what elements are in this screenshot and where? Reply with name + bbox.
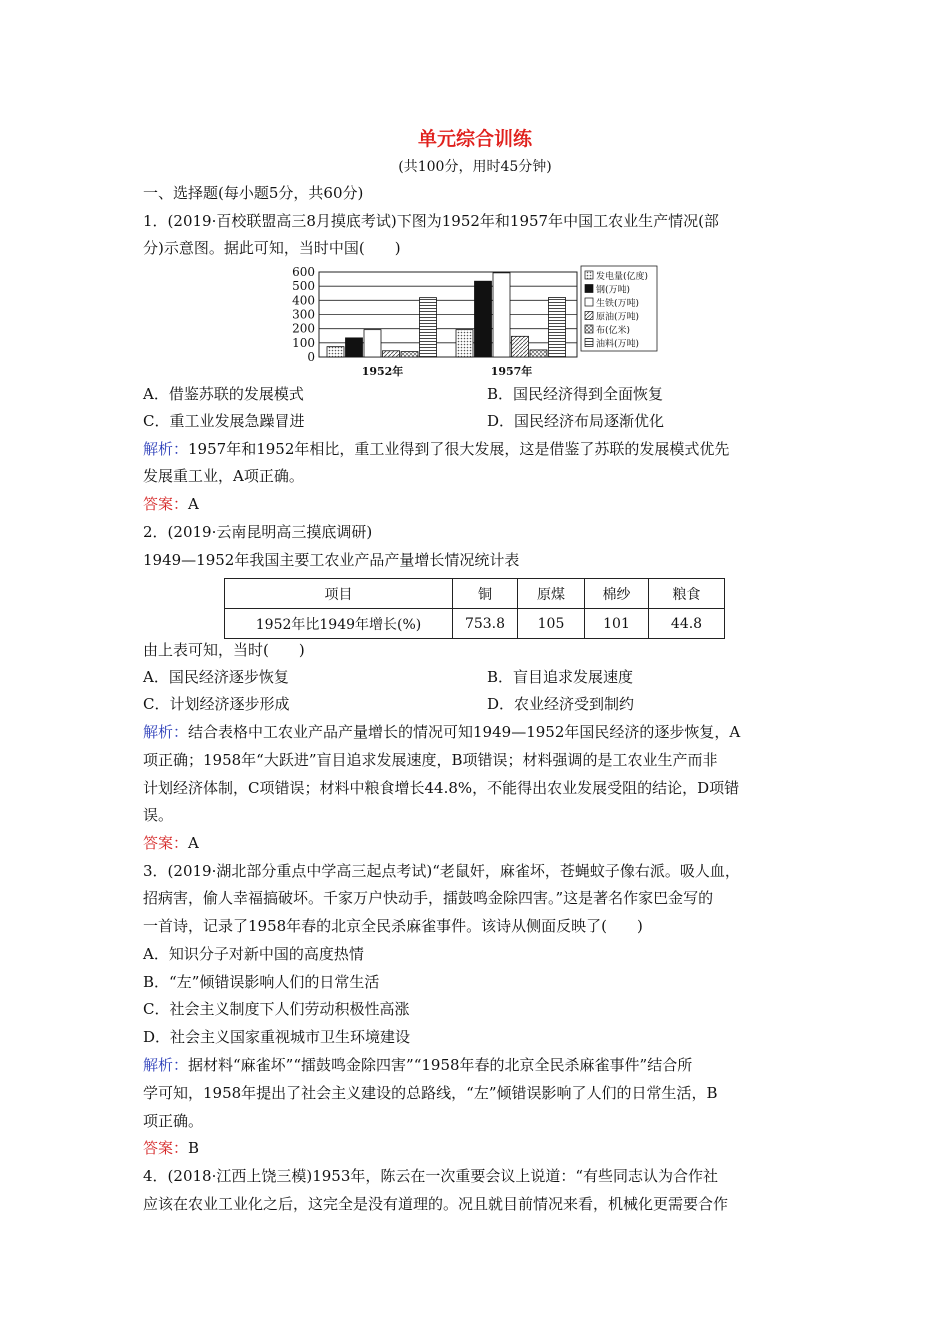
x-tick-label: 1952年 bbox=[361, 365, 404, 378]
q3-option-a: A．知识分子对新中国的高度热情 bbox=[143, 945, 364, 963]
q2-stem-line1: 2．(2019·云南昆明高三摸底调研) bbox=[143, 523, 373, 541]
q2-table-caption: 1949—1952年我国主要工农业产品产量增长情况统计表 bbox=[143, 551, 520, 569]
bar bbox=[364, 330, 381, 357]
table-header-cell: 项目 bbox=[225, 579, 453, 609]
q2-analysis-line4: 误。 bbox=[143, 806, 174, 824]
q3-analysis-text1: 据材料“麻雀坏”“擂鼓鸣金除四害”“1958年春的北京全民杀麻雀事件”结合所 bbox=[188, 1056, 693, 1074]
q3-answer bbox=[143, 1138, 199, 1158]
q4-stem-line2: 应该在农业工业化之后，这完全是没有道理的。况且就目前情况来看，机械化更需要合作 bbox=[143, 1195, 729, 1213]
y-tick-label: 300 bbox=[292, 307, 315, 322]
q1-option-b: B．国民经济得到全面恢复 bbox=[487, 385, 664, 403]
q4-stem-line1: 4．(2018·江西上饶三模)1953年，陈云在一次重要会议上说道：“有些同志认为合作社 bbox=[143, 1167, 719, 1185]
bar bbox=[383, 351, 400, 357]
table-header-cell: 棉纱 bbox=[585, 579, 649, 609]
y-tick-label: 500 bbox=[292, 279, 315, 294]
q3-option-b: B．“左”倾错误影响人们的日常生活 bbox=[143, 973, 380, 991]
q2-option-a: A．国民经济逐步恢复 bbox=[143, 668, 289, 686]
table-header-row bbox=[225, 579, 725, 609]
analysis-label: 解析： bbox=[143, 1056, 189, 1074]
q3-stem-line3: 一首诗，记录了1958年春的北京全民杀麻雀事件。该诗从侧面反映了( ) bbox=[143, 917, 643, 935]
q1-stem-line1: 1．(2019·百校联盟高三8月摸底考试)下图为1952年和1957年中国工农业生产情况(部 bbox=[143, 212, 719, 230]
q2-answer-value: A bbox=[188, 834, 199, 852]
y-tick-label: 200 bbox=[292, 321, 315, 336]
table-header-cell: 原煤 bbox=[518, 579, 585, 609]
answer-label: 答案： bbox=[143, 834, 189, 852]
y-tick-label: 400 bbox=[292, 293, 315, 308]
legend-swatch bbox=[585, 339, 593, 347]
q1-analysis-line2: 发展重工业，A项正确。 bbox=[143, 467, 304, 485]
legend-label: 布(亿米) bbox=[596, 326, 631, 336]
section-heading: 一、选择题(每小题5分，共60分) bbox=[143, 184, 364, 202]
q1-option-c: C．重工业发展急躁冒进 bbox=[143, 412, 305, 430]
q2-option-b: B．盲目追求发展速度 bbox=[487, 668, 634, 686]
legend-label: 原油(万吨) bbox=[596, 312, 640, 323]
legend-swatch bbox=[585, 285, 593, 293]
q1-analysis-line1 bbox=[143, 439, 729, 459]
bar bbox=[530, 350, 547, 357]
table-header-cell: 粮食 bbox=[649, 579, 725, 609]
table-cell: 44.8 bbox=[649, 609, 725, 639]
bar bbox=[420, 298, 437, 357]
q3-option-c: C．社会主义制度下人们劳动积极性高涨 bbox=[143, 1000, 410, 1018]
q2-analysis-line2: 项正确；1958年“大跃进”盲目追求发展速度，B项错误；材料强调的是工农业生产而非 bbox=[143, 751, 718, 769]
y-tick-label: 600 bbox=[292, 265, 315, 279]
bar bbox=[512, 336, 529, 357]
q3-stem-line2: 招病害，偷人幸福搞破坏。千家万户快动手，擂鼓鸣金除四害。”这是著名作家巴金写的 bbox=[143, 889, 714, 907]
q1-answer bbox=[143, 494, 199, 514]
q3-option-d: D．社会主义国家重视城市卫生环境建设 bbox=[143, 1028, 411, 1046]
q2-stem-line3: 由上表可知，当时( ) bbox=[143, 641, 305, 659]
table-header-cell: 铜 bbox=[453, 579, 518, 609]
q2-answer bbox=[143, 833, 199, 853]
table-cell: 101 bbox=[585, 609, 649, 639]
bar bbox=[456, 330, 473, 357]
table-cell: 1952年比1949年增长(%) bbox=[225, 609, 453, 639]
bar bbox=[401, 352, 418, 357]
bar bbox=[327, 347, 344, 357]
q3-stem-line1: 3．(2019·湖北部分重点中学高三起点考试)“老鼠奸，麻雀坏，苍蝇蚊子像右派。吸人血， bbox=[143, 862, 740, 880]
analysis-label: 解析： bbox=[143, 723, 189, 741]
legend-swatch bbox=[585, 298, 593, 306]
answer-label: 答案： bbox=[143, 1139, 189, 1157]
q2-analysis-text1: 结合表格中工农业产品产量增长的情况可知1949—1952年国民经济的逐步恢复，A bbox=[188, 723, 741, 741]
bar bbox=[493, 273, 510, 357]
y-tick-label: 100 bbox=[292, 335, 315, 350]
page-title: 单元综合训练 bbox=[417, 128, 532, 150]
production-bar-chart bbox=[283, 262, 661, 380]
table-cell: 105 bbox=[518, 609, 585, 639]
page-subtitle: (共100分，用时45分钟) bbox=[398, 159, 552, 175]
q2-analysis-line1 bbox=[143, 722, 740, 742]
legend-label: 钢(万吨) bbox=[596, 285, 631, 296]
q1-answer-value: A bbox=[188, 495, 199, 513]
q3-analysis-line1 bbox=[143, 1055, 692, 1075]
legend-swatch bbox=[585, 271, 593, 279]
answer-label: 答案： bbox=[143, 495, 189, 513]
q1-option-a: A．借鉴苏联的发展模式 bbox=[143, 385, 304, 403]
legend-swatch bbox=[585, 325, 593, 333]
legend-label: 生铁(万吨) bbox=[596, 299, 640, 309]
legend-label: 油料(万吨) bbox=[596, 339, 640, 350]
q1-stem-line2: 分)示意图。据此可知，当时中国( ) bbox=[143, 239, 401, 257]
q1-option-d: D．国民经济布局逐渐优化 bbox=[487, 412, 665, 430]
analysis-label: 解析： bbox=[143, 440, 189, 458]
q3-analysis-line2: 学可知，1958年提出了社会主义建设的总路线，“左”倾错误影响了人们的日常生活，B bbox=[143, 1084, 718, 1102]
q2-option-c: C．计划经济逐步形成 bbox=[143, 695, 290, 713]
bar bbox=[475, 281, 492, 357]
growth-table bbox=[224, 578, 725, 639]
table-cell: 753.8 bbox=[453, 609, 518, 639]
q3-answer-value: B bbox=[188, 1139, 200, 1157]
q1-analysis-text1: 1957年和1952年相比，重工业得到了很大发展，这是借鉴了苏联的发展模式优先 bbox=[188, 440, 730, 458]
q2-analysis-line3: 计划经济体制，C项错误；材料中粮食增长44.8%，不能得出农业发展受阻的结论，D项错 bbox=[143, 779, 740, 797]
legend-label: 发电量(亿度) bbox=[596, 272, 649, 282]
y-tick-label: 0 bbox=[307, 350, 315, 364]
q2-option-d: D．农业经济受到制约 bbox=[487, 695, 635, 713]
table-row bbox=[225, 609, 725, 639]
bar bbox=[549, 298, 566, 358]
x-tick-label: 1957年 bbox=[490, 365, 533, 378]
q3-analysis-line3: 项正确。 bbox=[143, 1112, 204, 1130]
legend-swatch bbox=[585, 312, 593, 320]
bar bbox=[346, 338, 363, 357]
